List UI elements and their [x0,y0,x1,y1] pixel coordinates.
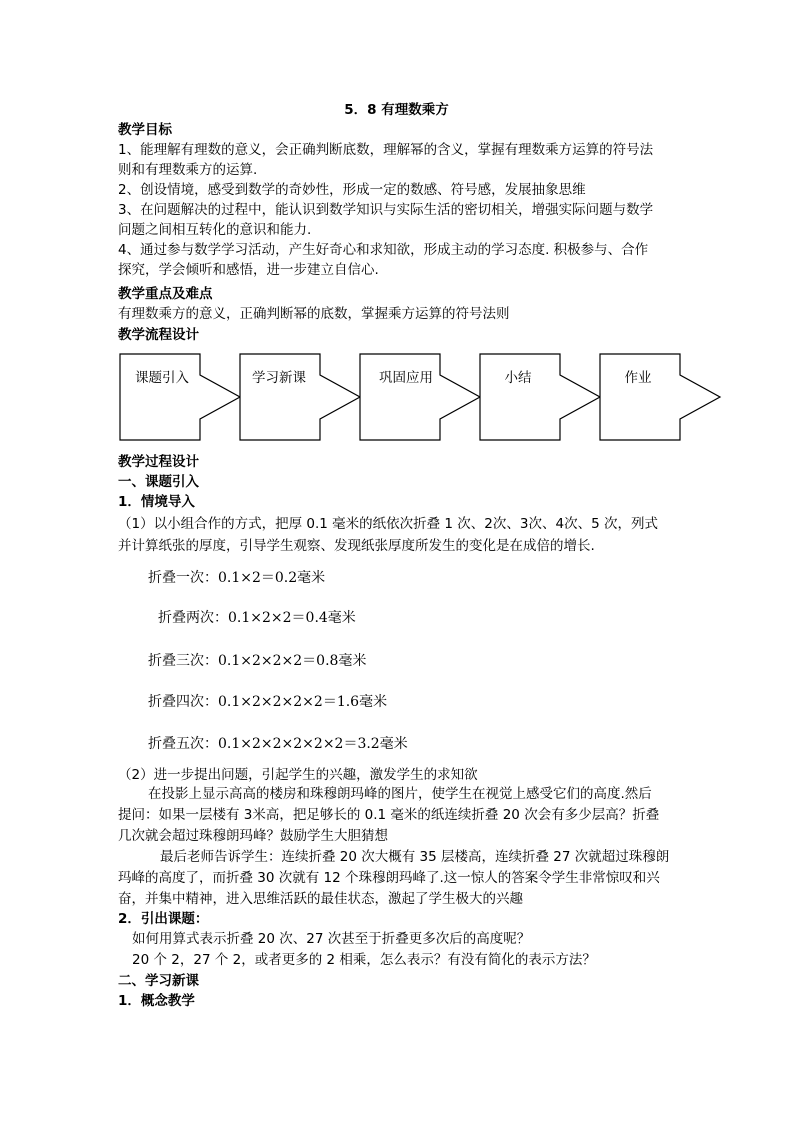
fold-equation: 折叠一次：0.1×2＝0.2毫米 [148,570,326,586]
arrow-box-shape [480,354,600,440]
arrow-box-shape [120,354,240,440]
arrow-box-shape [360,354,480,440]
objective-line: 探究，学会倾听和感悟，进一步建立自信心. [118,262,379,278]
process-heading: 教学过程设计 [118,454,199,470]
flow-step [240,354,360,440]
paragraph-line: 最后老师告诉学生：连续折叠 20 次大概有 35 层楼高，连续折叠 27 次就超过珠穆朗 [160,849,670,865]
flow-step-label: 小结 [504,370,532,386]
objectives-heading: 教学目标 [118,122,172,138]
subsection-heading: 1．情境导入 [118,494,195,510]
key-points-heading: 教学重点及难点 [118,286,213,302]
paragraph-line: （1）以小组合作的方式，把厚 0.1 毫米的纸依次折叠 1 次、2次、3次、4次、5 次，列式 [118,516,658,532]
question-line: 20 个 2，27 个 2，或者更多的 2 相乘，怎么表示？有没有简化的表示方法？ [132,952,596,968]
question-line: 如何用算式表示折叠 20 次、27 次甚至于折叠更多次后的高度呢？ [132,931,531,947]
page-title: 5．8 有理数乘方 [344,102,449,118]
objective-line: 4、通过参与数学学习活动，产生好奇心和求知欲，形成主动的学习态度. 积极参与、合作 [118,242,649,258]
objective-line: 则和有理数乘方的运算. [118,162,258,178]
paragraph-line: 几次就会超过珠穆朗玛峰？鼓励学生大胆猜想 [118,828,388,844]
paragraph-line: 奋，并集中精神，进入思维活跃的最佳状态，激起了学生极大的兴趣 [118,891,523,907]
fold-equation: 折叠三次：0.1×2×2×2＝0.8毫米 [148,653,367,669]
flow-step [120,354,240,440]
fold-equation: 折叠五次：0.1×2×2×2×2×2＝3.2毫米 [148,736,408,752]
section-heading: 二、学习新课 [118,973,199,989]
arrow-box-shape [240,354,360,440]
flow-step-label: 学习新课 [252,370,306,386]
subsection-heading: 2．引出课题： [118,911,209,927]
objective-line: 2、创设情境，感受到数学的奇妙性，形成一定的数感、符号感，发展抽象思维 [118,182,586,198]
paragraph-line: 提问：如果一层楼有 3米高，把足够长的 0.1 毫米的纸连续折叠 20 次会有多少层高？折叠 [118,807,660,823]
arrow-box-shape [600,354,720,440]
paragraph-line: （2）进一步提出问题，引起学生的兴趣，激发学生的求知欲 [118,767,478,783]
flow-step-label: 巩固应用 [379,370,433,386]
key-points-text: 有理数乘方的意义，正确判断幂的底数，掌握乘方运算的符号法则 [118,306,510,322]
flow-step [360,354,480,440]
objective-line: 3、在问题解决的过程中，能认识到数学知识与实际生活的密切相关，增强实际问题与数学 [118,202,654,218]
paragraph-line: 玛峰的高度了，而折叠 30 次就有 12 个珠穆朗玛峰了.这一惊人的答案令学生非常惊叹和兴 [118,870,660,886]
flow-step-label: 课题引入 [135,370,189,386]
objective-line: 1、能理解有理数的意义，会正确判断底数，理解幂的含义，掌握有理数乘方运算的符号法 [118,142,654,158]
fold-equation: 折叠四次：0.1×2×2×2×2＝1.6毫米 [148,694,388,710]
fold-equation: 折叠两次：0.1×2×2＝0.4毫米 [158,610,356,626]
paragraph-line: 在投影上显示高高的楼房和珠穆朗玛峰的图片，使学生在视觉上感受它们的高度.然后 [148,786,652,802]
subsection-heading: 1．概念教学 [118,993,195,1009]
flow-step-label: 作业 [624,370,652,386]
objective-line: 问题之间相互转化的意识和能力. [118,222,312,238]
flow-heading: 教学流程设计 [118,327,199,343]
teaching-flow-diagram [118,352,723,442]
paragraph-line: 并计算纸张的厚度，引导学生观察、发现纸张厚度所发生的变化是在成倍的增长. [118,538,595,554]
flow-step [480,354,600,440]
section-heading: 一、课题引入 [118,474,199,490]
flow-step [600,354,720,440]
